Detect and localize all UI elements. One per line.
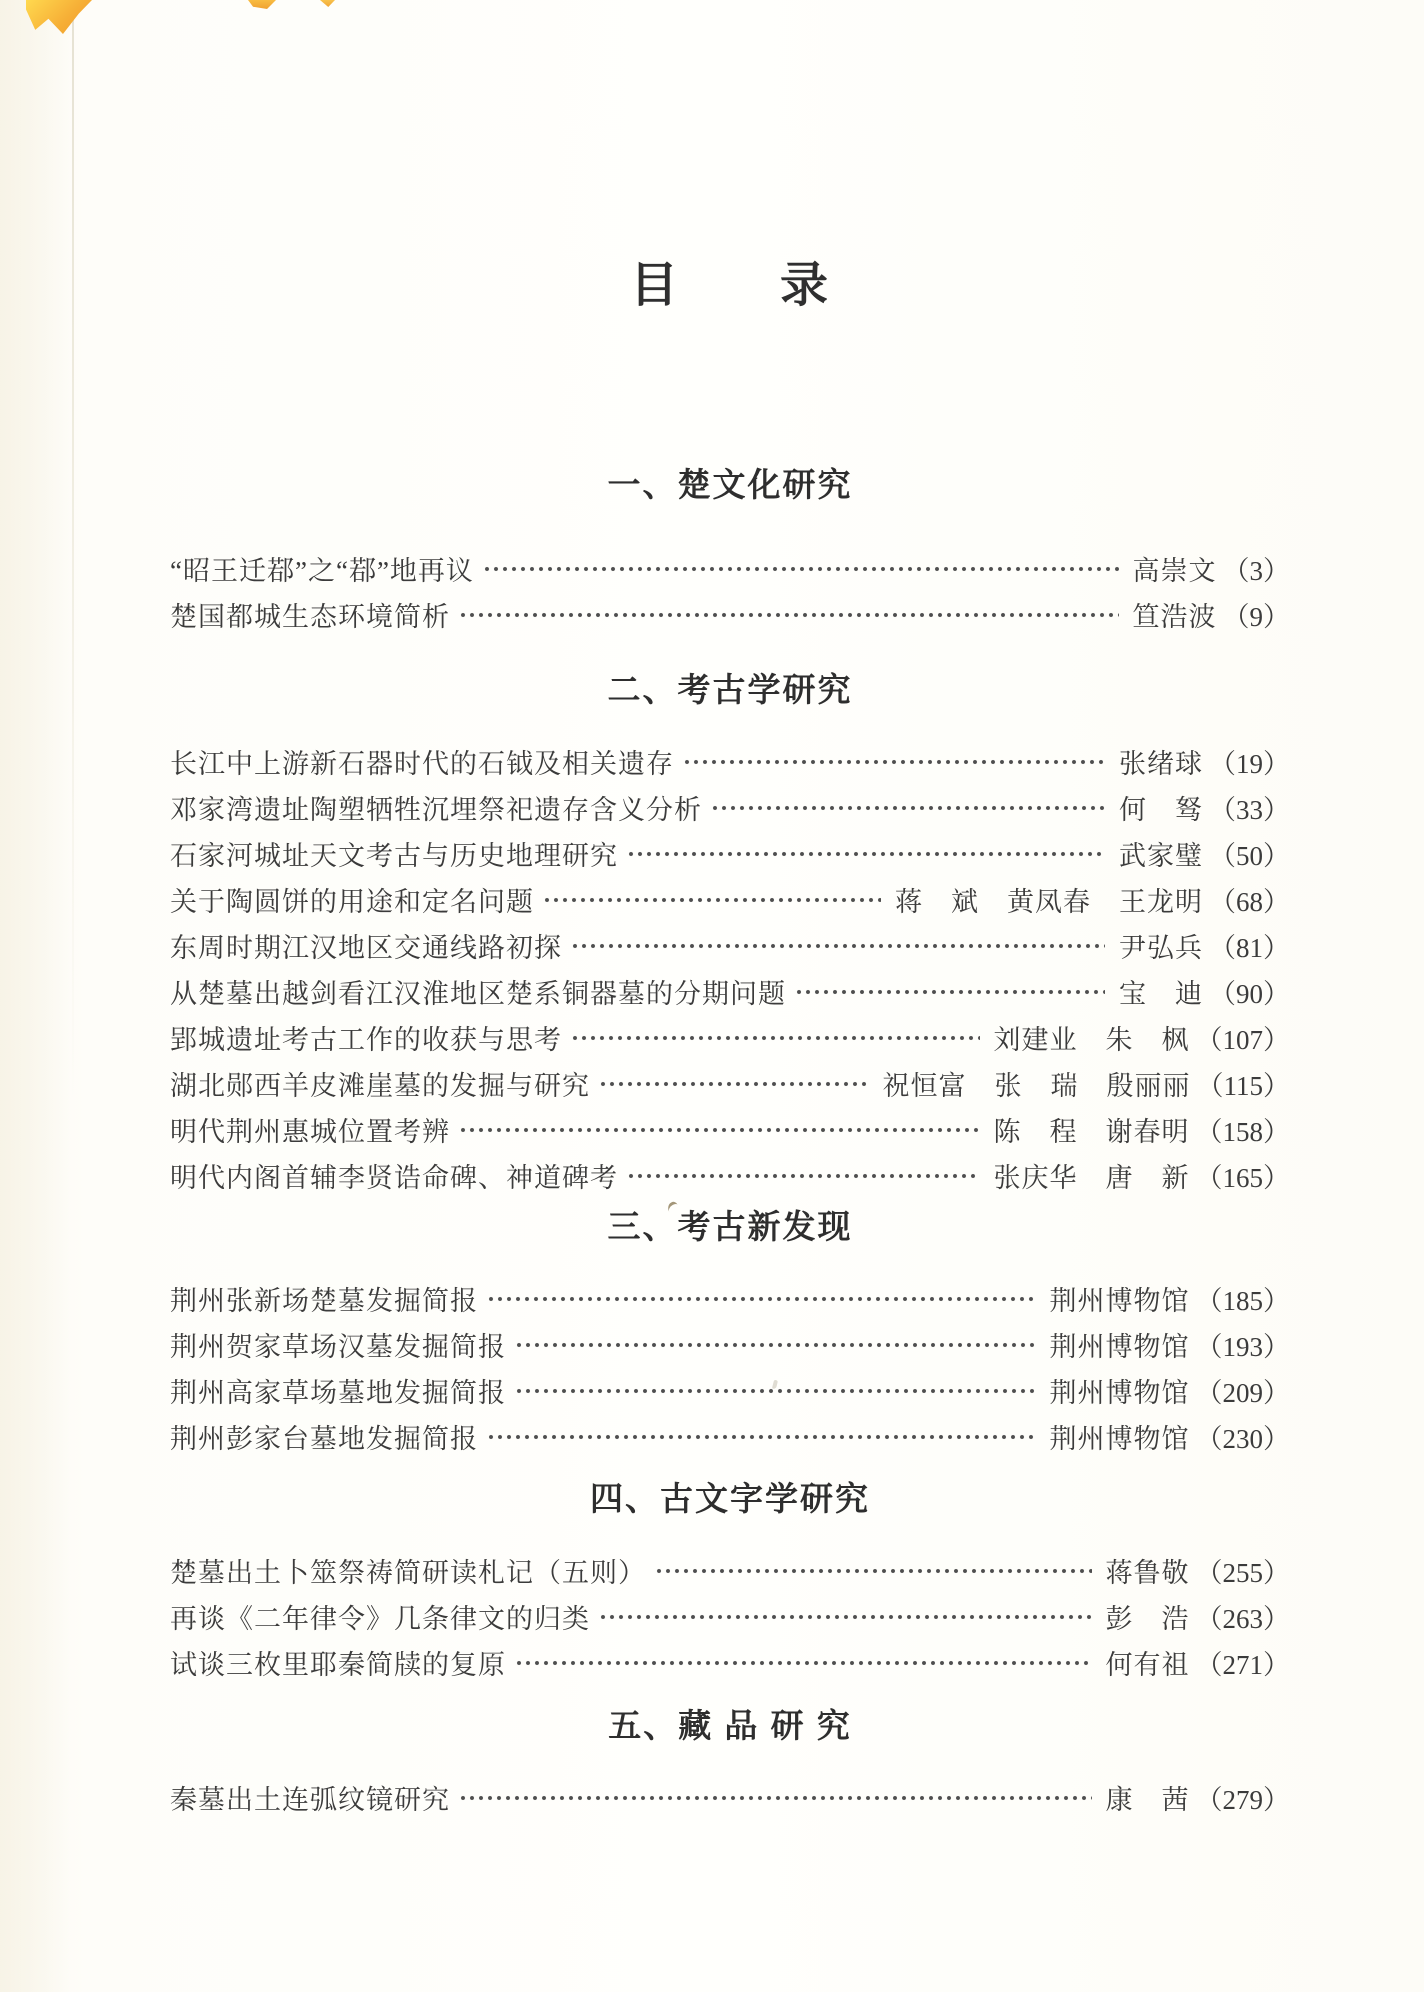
entry-title: 石家河城址天文考古与历史地理研究 xyxy=(170,840,618,871)
scan-artifact-corner xyxy=(26,0,92,34)
dot-leader xyxy=(516,1388,1036,1394)
dot-leader xyxy=(572,943,1105,949)
entry-title: 从楚墓出越剑看江汉淮地区楚系铜器墓的分期问题 xyxy=(170,978,786,1009)
entry-title: “昭王迁鄀”之“鄀”地再议 xyxy=(170,555,474,586)
dot-leader xyxy=(460,612,1119,618)
entry-authors: 祝恒富 张 瑞 殷丽丽 xyxy=(882,1070,1191,1101)
entry-authors: 何 驽 xyxy=(1119,794,1203,825)
toc-entry xyxy=(170,784,1290,830)
toc-section xyxy=(170,668,1290,1198)
entry-page-number: （279） xyxy=(1195,1784,1290,1815)
entry-title: 关于陶圆饼的用途和定名问题 xyxy=(170,886,534,917)
entry-authors: 刘建业 朱 枫 xyxy=(993,1024,1190,1055)
entry-title: 东周时期江汉地区交通线路初探 xyxy=(170,932,562,963)
section-entries xyxy=(170,1774,1290,1820)
entry-page-number: （115） xyxy=(1196,1070,1290,1101)
dot-leader xyxy=(796,989,1105,995)
entry-authors: 高崇文 xyxy=(1132,555,1217,586)
dot-leader xyxy=(572,1035,980,1041)
entry-authors: 张绪球 xyxy=(1119,748,1203,779)
toc-content xyxy=(170,0,1290,1992)
scan-crease-line xyxy=(72,0,74,1100)
entry-page-number: （193） xyxy=(1195,1331,1290,1362)
dot-leader xyxy=(460,1127,980,1133)
entry-title: 再谈《二年律令》几条律文的归类 xyxy=(170,1603,590,1634)
dot-leader xyxy=(488,1434,1036,1440)
toc-entry xyxy=(170,1106,1290,1152)
entry-page-number: （50） xyxy=(1209,840,1290,871)
entry-authors: 武家璧 xyxy=(1119,840,1203,871)
entry-title: 明代内阁首辅李贤诰命碑、神道碑考 xyxy=(170,1162,618,1193)
entry-title: 邓家湾遗址陶塑牺牲沉埋祭祀遗存含义分析 xyxy=(170,794,702,825)
entry-page-number: （3） xyxy=(1222,555,1290,586)
entry-authors: 荆州博物馆 xyxy=(1049,1423,1190,1454)
toc-entry xyxy=(170,1774,1290,1820)
page-left-shading xyxy=(0,0,70,1992)
dot-leader xyxy=(600,1614,1092,1620)
toc-entry xyxy=(170,1593,1290,1639)
entry-authors: 宝 迪 xyxy=(1119,978,1203,1009)
toc-entry xyxy=(170,591,1290,637)
toc-entry xyxy=(170,1275,1290,1321)
section-entries xyxy=(170,545,1290,637)
dot-leader xyxy=(712,805,1105,811)
section-entries xyxy=(170,1547,1290,1685)
entry-authors: 康 茜 xyxy=(1105,1784,1190,1815)
entry-authors: 蒋 斌 黄凤春 王龙明 xyxy=(895,886,1203,917)
entry-authors: 荆州博物馆 xyxy=(1049,1331,1190,1362)
section-entries xyxy=(170,738,1290,1198)
toc-section xyxy=(170,1205,1290,1459)
entry-title: 郢城遗址考古工作的收获与思考 xyxy=(170,1024,562,1055)
section-heading: 四、古文字学研究 xyxy=(590,1480,870,1517)
entry-page-number: （19） xyxy=(1209,748,1290,779)
section-heading: 二、考古学研究 xyxy=(607,671,853,708)
entry-title: 荆州高家草场墓地发掘简报 xyxy=(170,1377,506,1408)
toc-section xyxy=(170,1704,1290,1820)
entry-title: 湖北郧西羊皮滩崖墓的发掘与研究 xyxy=(170,1070,590,1101)
section-entries xyxy=(170,1275,1290,1459)
toc-entry xyxy=(170,876,1290,922)
entry-page-number: （230） xyxy=(1195,1423,1290,1454)
entry-authors: 尹弘兵 xyxy=(1119,932,1203,963)
entry-title: 秦墓出土连弧纹镜研究 xyxy=(170,1784,450,1815)
toc-section xyxy=(170,463,1290,637)
entry-page-number: （263） xyxy=(1195,1603,1290,1634)
toc-entry xyxy=(170,922,1290,968)
toc-entry xyxy=(170,1321,1290,1367)
entry-authors: 荆州博物馆 xyxy=(1049,1285,1190,1316)
toc-entry xyxy=(170,1547,1290,1593)
dot-leader xyxy=(684,759,1105,765)
entry-page-number: （107） xyxy=(1195,1024,1290,1055)
entry-title: 荆州彭家台墓地发掘简报 xyxy=(170,1423,478,1454)
section-heading: 三、考古新发现 xyxy=(607,1208,853,1245)
toc-sections xyxy=(170,0,1290,1992)
dot-leader xyxy=(600,1081,869,1087)
entry-page-number: （9） xyxy=(1222,601,1290,632)
toc-entry xyxy=(170,545,1290,591)
entry-page-number: （271） xyxy=(1195,1649,1290,1680)
section-heading: 一、楚文化研究 xyxy=(607,466,853,503)
toc-entry xyxy=(170,1367,1290,1413)
entry-title: 荆州贺家草场汉墓发掘简报 xyxy=(170,1331,506,1362)
dot-leader xyxy=(516,1342,1036,1348)
entry-page-number: （81） xyxy=(1209,932,1290,963)
dot-leader xyxy=(488,1296,1036,1302)
dot-leader xyxy=(628,1173,980,1179)
entry-page-number: （90） xyxy=(1209,978,1290,1009)
page-title: 目 录 xyxy=(629,259,830,312)
toc-entry xyxy=(170,830,1290,876)
entry-page-number: （158） xyxy=(1195,1116,1290,1147)
entry-authors: 陈 程 谢春明 xyxy=(993,1116,1190,1147)
toc-entry xyxy=(170,1639,1290,1685)
entry-authors: 蒋鲁敬 xyxy=(1105,1557,1190,1588)
entry-authors: 张庆华 唐 新 xyxy=(993,1162,1190,1193)
entry-title: 长江中上游新石器时代的石钺及相关遗存 xyxy=(170,748,674,779)
toc-entry xyxy=(170,968,1290,1014)
entry-page-number: （185） xyxy=(1195,1285,1290,1316)
entry-authors: 何有祖 xyxy=(1105,1649,1190,1680)
entry-title: 荆州张新场楚墓发掘简报 xyxy=(170,1285,478,1316)
entry-page-number: （209） xyxy=(1195,1377,1290,1408)
entry-authors: 荆州博物馆 xyxy=(1049,1377,1190,1408)
toc-entry xyxy=(170,1060,1290,1106)
entry-page-number: （33） xyxy=(1209,794,1290,825)
dot-leader xyxy=(628,851,1105,857)
entry-authors: 笪浩波 xyxy=(1132,601,1217,632)
entry-title: 楚国都城生态环境简析 xyxy=(170,601,450,632)
entry-authors: 彭 浩 xyxy=(1105,1603,1190,1634)
toc-entry xyxy=(170,1014,1290,1060)
entry-title: 楚墓出土卜筮祭祷简研读札记（五则） xyxy=(170,1557,646,1588)
dot-leader xyxy=(544,897,881,903)
section-heading: 五、藏 品 研 究 xyxy=(608,1707,852,1744)
entry-page-number: （255） xyxy=(1195,1557,1290,1588)
toc-entry xyxy=(170,738,1290,784)
toc-entry xyxy=(170,1413,1290,1459)
dot-leader xyxy=(516,1660,1092,1666)
dot-leader xyxy=(484,566,1119,572)
entry-title: 试谈三枚里耶秦简牍的复原 xyxy=(170,1649,506,1680)
toc-entry xyxy=(170,1152,1290,1198)
dot-leader xyxy=(460,1795,1092,1801)
entry-page-number: （165） xyxy=(1195,1162,1290,1193)
entry-page-number: （68） xyxy=(1209,886,1290,917)
dot-leader xyxy=(656,1568,1092,1574)
toc-section xyxy=(170,1477,1290,1685)
entry-title: 明代荆州惠城位置考辨 xyxy=(170,1116,450,1147)
